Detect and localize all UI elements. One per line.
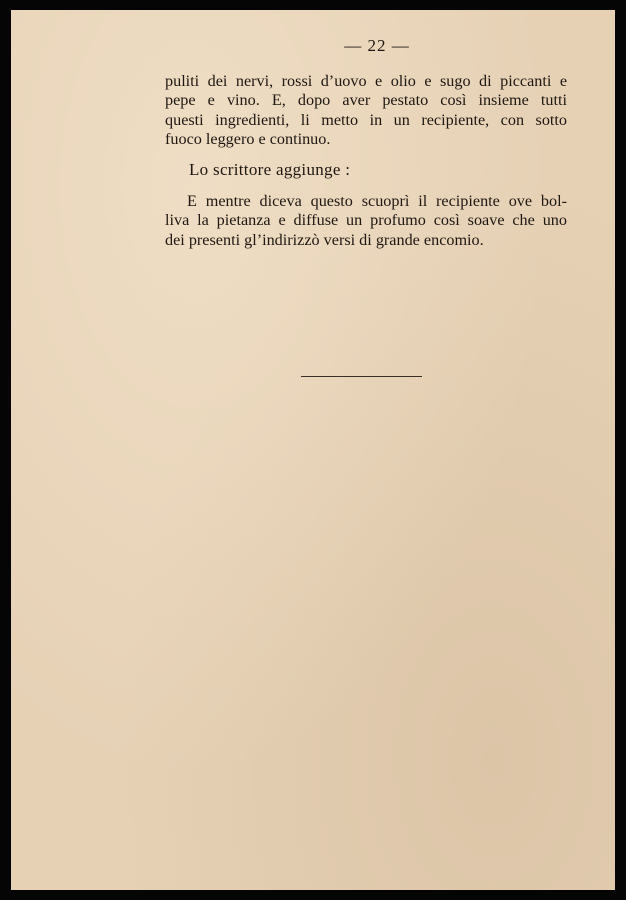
text-line: fuoco leggero e continuo. xyxy=(165,130,331,149)
book-page xyxy=(11,10,615,890)
paragraph-1 xyxy=(165,72,567,150)
section-heading: Lo scrittore aggiunge : xyxy=(189,160,351,179)
page-number: — 22 — xyxy=(344,36,410,55)
paragraph-2 xyxy=(165,192,567,250)
text-line: liva la pietanza e diffuse un profumo così soave che uno xyxy=(165,211,567,230)
text-line: puliti dei nervi, rossi d’uovo e olio e sugo di piccanti e xyxy=(165,72,567,90)
text-line: dei presenti gl’indirizzò versi di grande encomio. xyxy=(165,230,484,249)
text-line: questi ingredienti, li metto in un recipiente, con sotto xyxy=(165,110,567,129)
text-line: E mentre diceva questo scuoprì il recipiente ove bol- xyxy=(187,192,567,210)
section-divider xyxy=(301,376,422,377)
text-line: pepe e vino. E, dopo aver pestato così insieme tutti xyxy=(165,91,567,110)
